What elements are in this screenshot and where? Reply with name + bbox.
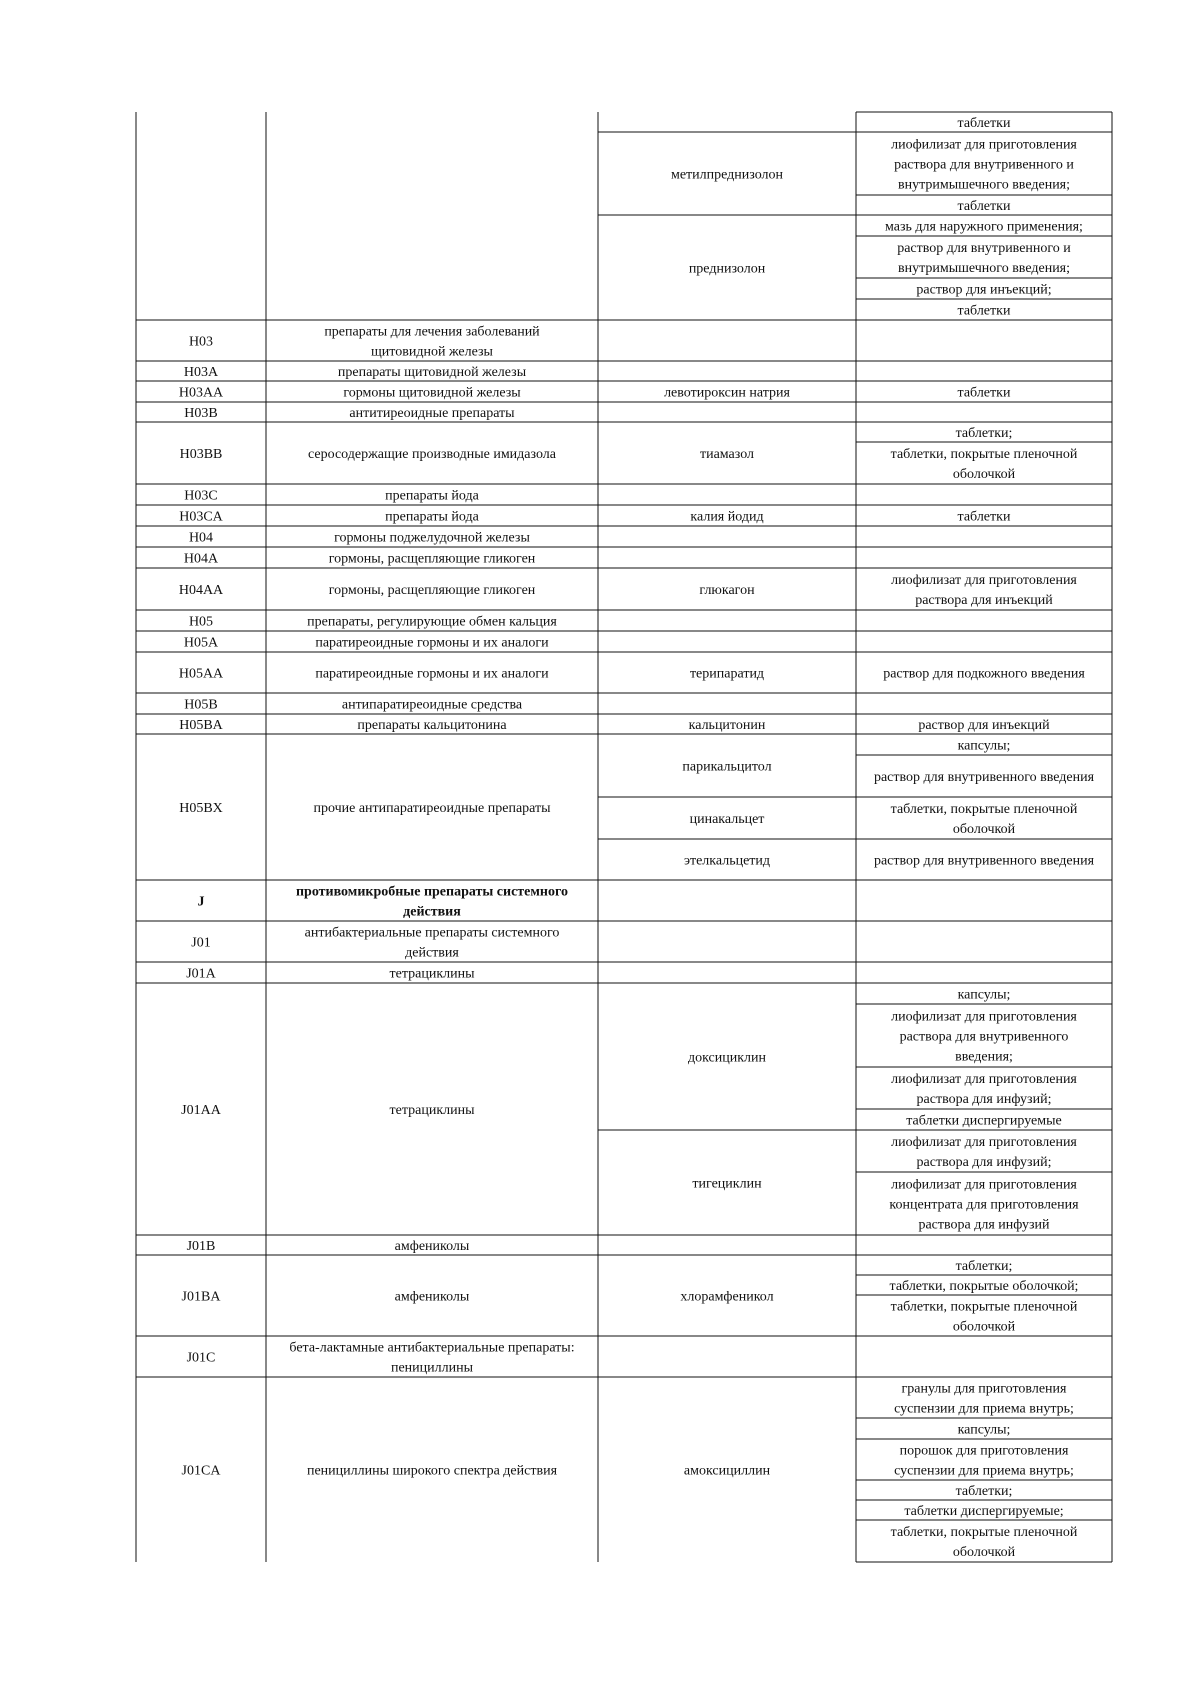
dosage-form-cell: суспензии для приема внутрь;	[894, 1401, 1074, 1417]
drug-name-cell: преднизолон	[688, 261, 766, 277]
drug-name-cell: цинакальцет	[689, 812, 765, 827]
dosage-form-cell: раствор для внутривенного введения	[873, 770, 1095, 785]
atc-code-cell: H03CA	[179, 509, 223, 525]
dosage-form-cell: гранулы для приготовления	[901, 1381, 1067, 1397]
dosage-form-cell: внутримышечного введения;	[897, 261, 1071, 276]
group-name-cell: антипаратиреоидные средства	[341, 697, 523, 713]
dosage-form-cell: таблетки, покрытые пленочной	[890, 447, 1078, 462]
atc-code-cell: H04A	[183, 551, 219, 567]
drug-name-cell: левотироксин натрия	[664, 385, 790, 401]
drug-name-cell: амоксициллин	[683, 1463, 771, 1479]
atc-code-cell: J01BA	[181, 1289, 221, 1305]
group-name-cell: действия	[403, 904, 461, 920]
group-name-cell: гормоны, расщепляющие гликоген	[328, 551, 536, 567]
dosage-form-cell: лиофилизат для приготовления	[891, 1135, 1077, 1150]
drug-name-cell: глюкагон	[699, 583, 755, 598]
dosage-form-cell: оболочкой	[952, 467, 1016, 482]
group-name-cell: щитовидной железы	[371, 344, 493, 360]
atc-code-cell: H03	[188, 334, 214, 350]
dosage-form-cell: оболочкой	[952, 1545, 1016, 1560]
dosage-form-cell: раствора для инфузий;	[916, 1155, 1052, 1170]
dosage-form-cell: лиофилизат для приготовления	[891, 573, 1077, 588]
dosage-form-cell: капсулы;	[957, 987, 1011, 1003]
drug-name-cell: тигециклин	[692, 1176, 762, 1192]
dosage-form-cell: таблетки;	[955, 426, 1013, 441]
drug-name-cell: доксициклин	[687, 1050, 767, 1066]
drug-name-cell: терипаратид	[689, 666, 765, 682]
atc-code-cell: J01	[191, 935, 211, 951]
atc-code-cell: J01A	[186, 966, 216, 982]
dosage-form-cell: лиофилизат для приготовления	[891, 1009, 1077, 1025]
atc-code-cell: J	[197, 894, 205, 910]
dosage-form-cell: мазь для наружного применения;	[885, 219, 1083, 235]
drug-name-cell: этелкальцетид	[683, 853, 771, 869]
dosage-form-cell: оболочкой	[952, 1319, 1016, 1335]
drug-name-cell: тиамазол	[699, 447, 755, 462]
group-name-cell: препараты щитовидной железы	[337, 365, 527, 380]
dosage-form-cell: таблетки, покрытые пленочной	[890, 1525, 1078, 1540]
drug-name-cell: кальцитонин	[688, 718, 766, 733]
atc-code-cell: H05AA	[178, 666, 224, 682]
atc-code-cell: J01C	[186, 1350, 216, 1366]
group-name-cell: амфениколы	[394, 1239, 470, 1254]
dosage-form-cell: таблетки	[957, 509, 1011, 525]
dosage-form-cell: раствора для инъекций	[915, 593, 1053, 608]
drug-name-cell: метилпреднизолон	[670, 167, 784, 183]
dosage-form-cell: раствор для внутривенного и	[897, 241, 1071, 256]
dosage-form-cell: лиофилизат для приготовления	[891, 1177, 1077, 1193]
atc-code-cell: H04	[188, 530, 214, 546]
dosage-form-cell: концентрата для приготовления	[889, 1197, 1079, 1213]
dosage-form-cell: раствор для внутривенного введения	[873, 853, 1095, 869]
dosage-form-cell: таблетки диспергируемые;	[904, 1504, 1064, 1519]
group-name-cell: антибактериальные препараты системного	[304, 925, 560, 941]
dosage-form-cell: раствора для инфузий;	[916, 1092, 1052, 1107]
atc-code-cell: H03AA	[178, 385, 224, 401]
group-name-cell: препараты для лечения заболеваний	[324, 324, 540, 340]
dosage-form-cell: раствор для инъекций;	[916, 282, 1052, 298]
drug-name-cell: хлорамфеникол	[680, 1289, 774, 1305]
group-name-cell: препараты, регулирующие обмен кальция	[307, 614, 557, 630]
group-name-cell: бета-лактамные антибактериальные препараты:	[289, 1340, 575, 1356]
atc-code-cell: H03C	[184, 488, 218, 504]
atc-code-cell: H03A	[183, 365, 219, 380]
group-name-cell: препараты йода	[385, 488, 479, 504]
dosage-form-cell: суспензии для приема внутрь;	[894, 1463, 1074, 1479]
dosage-form-cell: таблетки;	[955, 1259, 1013, 1274]
group-name-cell: паратиреоидные гормоны и их аналоги	[315, 666, 549, 682]
dosage-form-cell: капсулы;	[957, 1422, 1011, 1438]
group-name-cell: паратиреоидные гормоны и их аналоги	[315, 635, 549, 651]
dosage-form-cell: раствор для инъекций	[918, 718, 1050, 733]
atc-code-cell: J01B	[186, 1239, 216, 1254]
group-name-cell: амфениколы	[394, 1289, 470, 1305]
group-name-cell: гормоны поджелудочной железы	[334, 530, 530, 546]
group-name-cell: серосодержащие производные имидазола	[308, 447, 556, 462]
atc-code-cell: H05BX	[179, 801, 223, 816]
dosage-form-cell: порошок для приготовления	[899, 1443, 1069, 1459]
atc-code-cell: H03B	[184, 406, 218, 421]
table-text	[179, 116, 1095, 1560]
group-name-cell: пенициллины широкого спектра действия	[306, 1463, 558, 1479]
dosage-form-cell: раствора для внутривенного	[899, 1029, 1069, 1045]
dosage-form-cell: введения;	[955, 1049, 1013, 1065]
atc-code-cell: H03BB	[179, 447, 223, 462]
group-name-cell: антитиреоидные препараты	[349, 406, 515, 421]
group-name-cell: прочие антипаратиреоидные препараты	[313, 801, 551, 816]
atc-code-cell: J01AA	[181, 1103, 221, 1118]
dosage-form-cell: таблетки, покрытые пленочной	[890, 802, 1078, 817]
dosage-form-cell: капсулы;	[957, 738, 1011, 754]
dosage-form-cell: лиофилизат для приготовления	[891, 1072, 1077, 1087]
drug-name-cell: парикальцитол	[682, 759, 772, 775]
group-name-cell: действия	[405, 945, 459, 961]
dosage-form-cell: таблетки	[957, 303, 1011, 319]
dosage-form-cell: таблетки диспергируемые	[906, 1113, 1062, 1129]
dosage-form-cell: оболочкой	[952, 822, 1016, 837]
atc-code-cell: H05A	[183, 635, 219, 651]
atc-code-cell: H05	[188, 614, 214, 630]
group-name-cell: гормоны щитовидной железы	[343, 385, 521, 401]
dosage-form-cell: внутримышечного введения;	[897, 177, 1071, 193]
group-name-cell: тетрациклины	[389, 1103, 475, 1118]
table-grid	[136, 112, 1112, 1562]
dosage-form-cell: лиофилизат для приготовления	[891, 137, 1077, 153]
atc-code-cell: H05BA	[179, 718, 223, 733]
dosage-form-cell: таблетки, покрытые оболочкой;	[889, 1279, 1079, 1294]
group-name-cell: противомикробные препараты системного	[295, 884, 569, 900]
group-name-cell: препараты йода	[385, 509, 479, 525]
dosage-form-cell: таблетки	[957, 116, 1011, 131]
group-name-cell: препараты кальцитонина	[357, 718, 507, 733]
dosage-form-cell: раствора для внутривенного и	[894, 157, 1074, 173]
atc-code-cell: J01CA	[181, 1463, 221, 1479]
atc-code-cell: H04AA	[178, 583, 224, 598]
dosage-form-cell: таблетки;	[955, 1484, 1013, 1499]
group-name-cell: гормоны, расщепляющие гликоген	[328, 583, 536, 598]
drug-name-cell: калия йодид	[690, 509, 764, 525]
atc-code-cell: H05B	[184, 697, 218, 713]
dosage-form-cell: раствора для инфузий	[918, 1217, 1050, 1233]
dosage-form-cell: таблетки, покрытые пленочной	[890, 1299, 1078, 1315]
dosage-form-cell: таблетки	[957, 385, 1011, 401]
dosage-form-cell: таблетки	[957, 199, 1011, 214]
dosage-form-cell: раствор для подкожного введения	[883, 666, 1085, 682]
group-name-cell: пенициллины	[390, 1360, 474, 1376]
group-name-cell: тетрациклины	[389, 966, 475, 982]
